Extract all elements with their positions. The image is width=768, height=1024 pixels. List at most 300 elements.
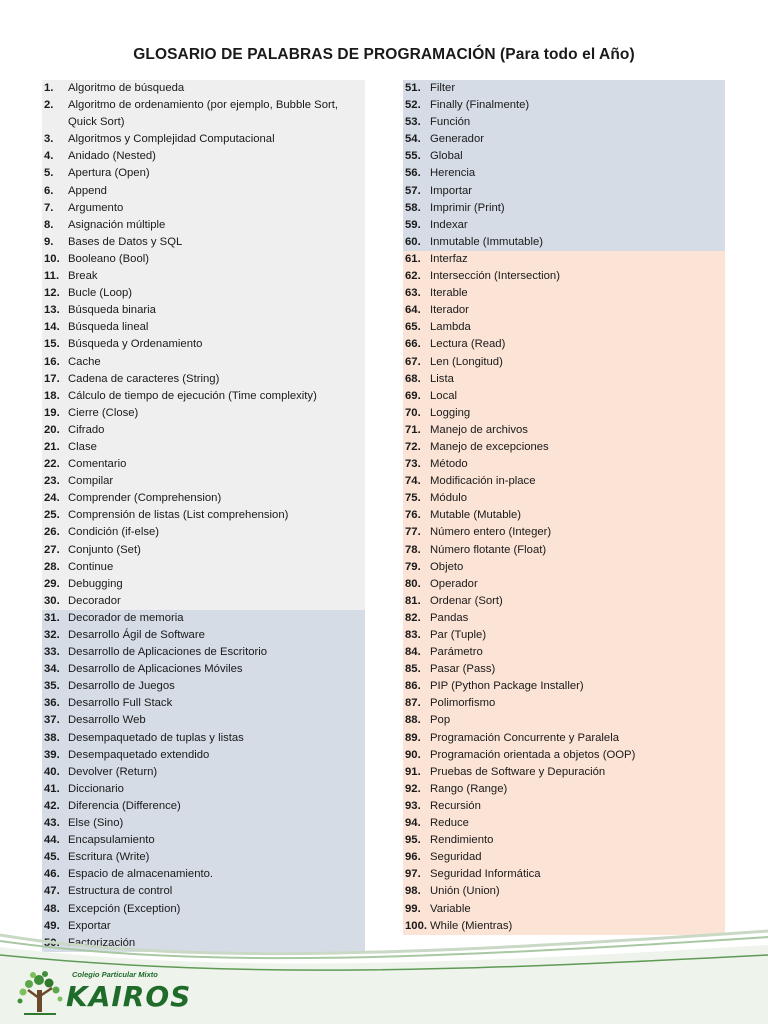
item-term: Decorador de memoria: [68, 611, 184, 624]
item-term: Manejo de excepciones: [430, 440, 549, 453]
item-term: Desempaquetado extendido: [68, 748, 210, 761]
glossary-item: [403, 883, 723, 900]
item-term: Función: [430, 116, 471, 129]
glossary-item: [403, 217, 723, 234]
glossary-item: [403, 490, 723, 507]
item-term: Estructura de control: [68, 885, 173, 898]
item-number: 29.: [44, 577, 60, 590]
item-term: Recursión: [430, 799, 481, 812]
item-number: 69.: [405, 389, 421, 402]
item-number: 67.: [405, 355, 421, 368]
item-number: 39.: [44, 748, 60, 761]
item-term: Desempaquetado de tuplas y listas: [68, 731, 244, 744]
item-number: 93.: [405, 799, 421, 812]
item-term: Herencia: [430, 167, 476, 180]
item-term: Compilar: [68, 475, 114, 488]
item-number: 88.: [405, 714, 421, 727]
glossary-item: [403, 524, 723, 541]
item-term: Pasar (Pass): [430, 663, 496, 676]
item-number: 25.: [44, 509, 60, 522]
glossary-item: [42, 627, 363, 644]
glossary-item: [42, 661, 363, 678]
item-number: 82.: [405, 611, 421, 624]
item-term: Comprensión de listas (List comprehension): [68, 509, 289, 522]
item-number: 65.: [405, 321, 421, 334]
glossary-section: [42, 610, 365, 952]
glossary-item: [42, 507, 363, 524]
glossary-item: [42, 866, 363, 883]
glossary-item: [403, 661, 723, 678]
item-term: Desarrollo Ágil de Software: [68, 629, 205, 641]
item-term: Objeto: [430, 560, 464, 573]
glossary-section: [42, 80, 365, 610]
item-term: Iterador: [430, 304, 469, 317]
item-number: 1.: [44, 82, 54, 94]
glossary-item: [403, 730, 723, 747]
item-term: Devolver (Return): [68, 765, 158, 778]
item-number: 20.: [44, 423, 60, 436]
item-number: 35.: [44, 680, 60, 693]
item-number: 64.: [405, 304, 421, 317]
glossary-item: [42, 456, 363, 473]
item-term: Anidado (Nested): [68, 150, 156, 163]
item-term: Bucle (Loop): [68, 287, 133, 300]
item-number: 27.: [44, 543, 60, 556]
item-number: 56.: [405, 167, 421, 180]
item-number: 85.: [405, 663, 421, 676]
item-number: 91.: [405, 765, 421, 778]
item-term: Imprimir (Print): [430, 201, 505, 214]
item-term: Algoritmo de búsqueda: [68, 82, 185, 94]
item-term: Pruebas de Software y Depuración: [430, 765, 606, 778]
item-number: 46.: [44, 868, 60, 881]
item-term: Intersección (Intersection): [430, 270, 560, 283]
glossary-item: [42, 354, 363, 371]
item-number: 17.: [44, 372, 60, 385]
item-number: 19.: [44, 406, 60, 419]
item-number: 54.: [405, 133, 421, 146]
item-term: Filter: [430, 82, 456, 94]
glossary-section: [403, 251, 725, 935]
tree-icon: [14, 968, 66, 1018]
item-number: 61.: [405, 252, 421, 265]
item-term: Decorador: [68, 594, 121, 607]
item-term: Módulo: [430, 492, 468, 505]
glossary-item: [42, 695, 363, 712]
item-term: Rendimiento: [430, 834, 494, 847]
item-term: Reduce: [430, 817, 469, 830]
item-number: 43.: [44, 817, 60, 830]
item-number: 74.: [405, 475, 421, 488]
glossary-item: [403, 593, 723, 610]
item-term: Finally (Finalmente): [430, 99, 530, 112]
item-number: 21.: [44, 440, 60, 453]
item-number: 86.: [405, 680, 421, 693]
glossary-item: [403, 747, 723, 764]
glossary-item: [403, 781, 723, 798]
item-number: 42.: [44, 799, 60, 812]
item-term: Algoritmo de ordenamiento (por ejemplo, Bubble Sort, Quick Sort): [68, 99, 339, 129]
glossary-item: [42, 439, 363, 456]
item-number: 63.: [405, 287, 421, 300]
item-term: Importar: [430, 184, 473, 197]
glossary-item: [403, 610, 723, 627]
glossary-item: [403, 542, 723, 559]
item-term: Pandas: [430, 611, 469, 624]
glossary-item: [403, 251, 723, 268]
glossary-item: [403, 695, 723, 712]
item-term: Ordenar (Sort): [430, 594, 503, 607]
item-term: Pop: [430, 714, 451, 727]
glossary-item: [403, 849, 723, 866]
item-term: Escritura (Write): [68, 851, 150, 864]
glossary-item: [403, 285, 723, 302]
item-term: Par (Tuple): [430, 629, 487, 641]
item-term: Encapsulamiento: [68, 834, 155, 847]
item-number: 95.: [405, 834, 421, 847]
item-number: 2.: [44, 99, 54, 112]
item-term: Break: [68, 270, 98, 283]
item-term: Mutable (Mutable): [430, 509, 522, 522]
item-term: Seguridad Informática: [430, 868, 541, 881]
item-term: Búsqueda lineal: [68, 321, 149, 334]
glossary-item: [42, 405, 363, 422]
glossary-item: [403, 712, 723, 729]
glossary-item: [403, 901, 723, 918]
glossary-item: [403, 832, 723, 849]
glossary-item: [42, 781, 363, 798]
item-term: Búsqueda y Ordenamiento: [68, 338, 203, 351]
glossary-item: [42, 901, 363, 918]
item-term: Apertura (Open): [68, 167, 150, 180]
item-term: Cache: [68, 355, 101, 368]
glossary-item: [403, 576, 723, 593]
item-number: 36.: [44, 697, 60, 710]
item-number: 31.: [44, 611, 60, 624]
item-term: Búsqueda binaria: [68, 304, 156, 317]
item-term: Append: [68, 184, 107, 197]
glossary-item: [403, 866, 723, 883]
glossary-item: [403, 200, 723, 217]
glossary-item: [403, 405, 723, 422]
glossary-item: [42, 234, 363, 251]
item-number: 83.: [405, 629, 421, 641]
item-term: Rango (Range): [430, 782, 508, 795]
glossary-item: [42, 490, 363, 507]
glossary-item: [403, 559, 723, 576]
glossary-item: [42, 422, 363, 439]
item-number: 34.: [44, 663, 60, 676]
glossary-item: [42, 747, 363, 764]
item-term: Modificación in-place: [430, 475, 536, 488]
item-number: 5.: [44, 167, 54, 180]
glossary-item: [42, 610, 363, 627]
glossary-column-right: [403, 80, 725, 935]
item-term: Argumento: [68, 201, 124, 214]
item-term: Cifrado: [68, 423, 105, 436]
item-term: Global: [430, 150, 463, 163]
item-term: Conjunto (Set): [68, 543, 141, 556]
item-term: Programación orientada a objetos (OOP): [430, 748, 636, 761]
glossary-item: [403, 473, 723, 490]
item-number: 45.: [44, 851, 60, 864]
item-number: 7.: [44, 201, 54, 214]
glossary-item: [403, 507, 723, 524]
glossary-item: [42, 559, 363, 576]
glossary-item: [42, 217, 363, 234]
item-term: Else (Sino): [68, 817, 124, 830]
item-number: 13.: [44, 304, 60, 317]
glossary-item: [403, 627, 723, 644]
item-number: 8.: [44, 218, 54, 231]
item-number: 84.: [405, 646, 421, 659]
glossary-item: [403, 114, 723, 131]
logo-school-name: KAIROS: [66, 980, 192, 1013]
item-number: 70.: [405, 406, 421, 419]
item-term: Programación Concurrente y Paralela: [430, 731, 620, 744]
item-term: Booleano (Bool): [68, 252, 150, 265]
item-term: Comentario: [68, 458, 127, 471]
glossary-item: [403, 302, 723, 319]
item-number: 87.: [405, 697, 421, 710]
item-term: Desarrollo de Juegos: [68, 680, 175, 693]
item-number: 30.: [44, 594, 60, 607]
glossary-item: [403, 354, 723, 371]
item-number: 58.: [405, 201, 421, 214]
item-term: Generador: [430, 133, 485, 146]
page-title: GLOSARIO DE PALABRAS DE PROGRAMACIÓN (Para todo el Año): [133, 46, 635, 63]
logo-school-type: Colegio Particular Mixto: [72, 970, 158, 979]
item-term: Cálculo de tiempo de ejecución (Time complexity): [68, 389, 317, 402]
item-number: 47.: [44, 885, 60, 898]
glossary-item: [403, 319, 723, 336]
glossary-item: [403, 815, 723, 832]
glossary-item: [42, 593, 363, 610]
glossary-item: [403, 456, 723, 473]
item-number: 78.: [405, 543, 421, 556]
item-number: 59.: [405, 218, 421, 231]
item-term: Parámetro: [430, 646, 483, 659]
item-term: Cierre (Close): [68, 406, 139, 419]
item-term: Factorización: [68, 936, 136, 949]
glossary-item: [42, 148, 363, 165]
glossary-item: [42, 200, 363, 217]
item-term: Diferencia (Difference): [68, 799, 181, 812]
item-number: 4.: [44, 150, 54, 163]
glossary-item: [403, 371, 723, 388]
item-term: While (Mientras): [430, 919, 513, 932]
glossary-item: [42, 268, 363, 285]
item-number: 51.: [405, 82, 421, 94]
item-term: Lambda: [430, 321, 471, 334]
item-number: 75.: [405, 492, 421, 505]
glossary-item: [403, 131, 723, 148]
school-logo: [14, 968, 192, 1018]
glossary-item: [42, 730, 363, 747]
item-term: Polimorfismo: [430, 697, 496, 710]
item-number: 81.: [405, 594, 421, 607]
glossary-item: [42, 798, 363, 815]
glossary-item: [42, 644, 363, 661]
item-number: 48.: [44, 902, 60, 915]
glossary-item: [403, 336, 723, 353]
glossary-item: [403, 97, 723, 114]
item-term: Algoritmos y Complejidad Computacional: [68, 133, 275, 146]
item-term: Método: [430, 458, 468, 471]
glossary-item: [42, 883, 363, 900]
item-number: 23.: [44, 475, 60, 488]
item-number: 10.: [44, 252, 60, 265]
item-term: Diccionario: [68, 782, 124, 795]
glossary-item: [42, 388, 363, 405]
glossary-item: [42, 576, 363, 593]
item-number: 26.: [44, 526, 60, 539]
item-number: 96.: [405, 851, 421, 864]
glossary-item: [42, 97, 363, 131]
item-number: 57.: [405, 184, 421, 197]
glossary-item: [403, 422, 723, 439]
item-term: Asignación múltiple: [68, 218, 166, 231]
item-term: Bases de Datos y SQL: [68, 235, 183, 248]
glossary-item: [42, 131, 363, 148]
item-number: 6.: [44, 184, 54, 197]
item-term: Continue: [68, 560, 114, 573]
glossary-item: [403, 165, 723, 182]
item-term: Iterable: [430, 287, 468, 300]
item-number: 73.: [405, 458, 421, 471]
item-number: 98.: [405, 885, 421, 898]
glossary-item: [403, 644, 723, 661]
glossary-item: [42, 712, 363, 729]
glossary-item: [42, 764, 363, 781]
glossary-item: [42, 473, 363, 490]
item-term: Excepción (Exception): [68, 902, 181, 915]
item-number: 9.: [44, 235, 54, 248]
item-number: 37.: [44, 714, 60, 727]
item-term: Local: [430, 389, 458, 402]
glossary-item: [42, 80, 363, 97]
item-term: Seguridad: [430, 851, 482, 864]
item-number: 55.: [405, 150, 421, 163]
glossary-item: [403, 764, 723, 781]
item-number: 60.: [405, 235, 421, 248]
glossary-item: [403, 80, 723, 97]
item-number: 62.: [405, 270, 421, 283]
item-number: 90.: [405, 748, 421, 761]
item-number: 89.: [405, 731, 421, 744]
glossary-item: [403, 678, 723, 695]
item-term: Clase: [68, 440, 97, 453]
item-number: 80.: [405, 577, 421, 590]
glossary-item: [403, 439, 723, 456]
item-term: Inmutable (Immutable): [430, 235, 544, 248]
item-number: 72.: [405, 440, 421, 453]
glossary-item: [42, 251, 363, 268]
item-term: Len (Longitud): [430, 355, 503, 368]
item-number: 76.: [405, 509, 421, 522]
glossary-item: [42, 524, 363, 541]
item-number: 14.: [44, 321, 60, 334]
glossary-item: [403, 268, 723, 285]
item-number: 97.: [405, 868, 421, 881]
item-term: Logging: [430, 406, 471, 419]
item-number: 66.: [405, 338, 421, 351]
item-number: 68.: [405, 372, 421, 385]
item-number: 53.: [405, 116, 421, 129]
item-term: Comprender (Comprehension): [68, 492, 222, 505]
glossary-item: [42, 183, 363, 200]
item-term: Desarrollo Web: [68, 714, 146, 727]
item-term: Número entero (Integer): [430, 526, 552, 539]
glossary-item: [42, 285, 363, 302]
item-number: 100.: [405, 919, 427, 932]
item-term: Lectura (Read): [430, 338, 506, 351]
item-term: Desarrollo Full Stack: [68, 697, 173, 710]
item-term: Debugging: [68, 577, 123, 590]
item-number: 94.: [405, 817, 421, 830]
item-number: 71.: [405, 423, 421, 436]
glossary-item: [42, 302, 363, 319]
glossary-item: [403, 234, 723, 251]
item-term: Exportar: [68, 919, 111, 932]
item-number: 33.: [44, 646, 60, 659]
glossary-item: [42, 336, 363, 353]
item-term: Manejo de archivos: [430, 423, 528, 436]
glossary-item: [42, 849, 363, 866]
glossary-item: [42, 165, 363, 182]
item-term: Cadena de caracteres (String): [68, 372, 220, 385]
glossary-item: [403, 798, 723, 815]
item-number: 32.: [44, 629, 60, 641]
glossary-item: [42, 319, 363, 336]
glossary-item: [42, 678, 363, 695]
item-number: 38.: [44, 731, 60, 744]
item-number: 12.: [44, 287, 60, 300]
item-number: 49.: [44, 919, 60, 932]
glossary-item: [42, 815, 363, 832]
glossary-item: [403, 183, 723, 200]
item-number: 11.: [44, 270, 60, 283]
item-number: 99.: [405, 902, 421, 915]
glossary-item: [42, 371, 363, 388]
item-number: 18.: [44, 389, 60, 402]
item-number: 79.: [405, 560, 421, 573]
item-term: Espacio de almacenamiento.: [68, 868, 214, 881]
item-number: 40.: [44, 765, 60, 778]
item-number: 22.: [44, 458, 60, 471]
glossary-item: [403, 148, 723, 165]
item-number: 50.: [44, 936, 60, 949]
item-number: 92.: [405, 782, 421, 795]
item-term: PIP (Python Package Installer): [430, 680, 584, 693]
item-term: Interfaz: [430, 252, 468, 265]
item-term: Indexar: [430, 218, 468, 231]
item-number: 52.: [405, 99, 421, 112]
item-number: 24.: [44, 492, 60, 505]
item-number: 28.: [44, 560, 60, 573]
item-term: Número flotante (Float): [430, 543, 547, 556]
glossary-section: [403, 80, 725, 251]
item-number: 77.: [405, 526, 421, 539]
item-term: Operador: [430, 577, 478, 590]
item-number: 44.: [44, 834, 60, 847]
item-term: Unión (Union): [430, 885, 500, 898]
item-number: 15.: [44, 338, 60, 351]
item-term: Lista: [430, 372, 454, 385]
glossary-column-left: [42, 80, 365, 952]
glossary-item: [42, 832, 363, 849]
glossary-item: [403, 388, 723, 405]
